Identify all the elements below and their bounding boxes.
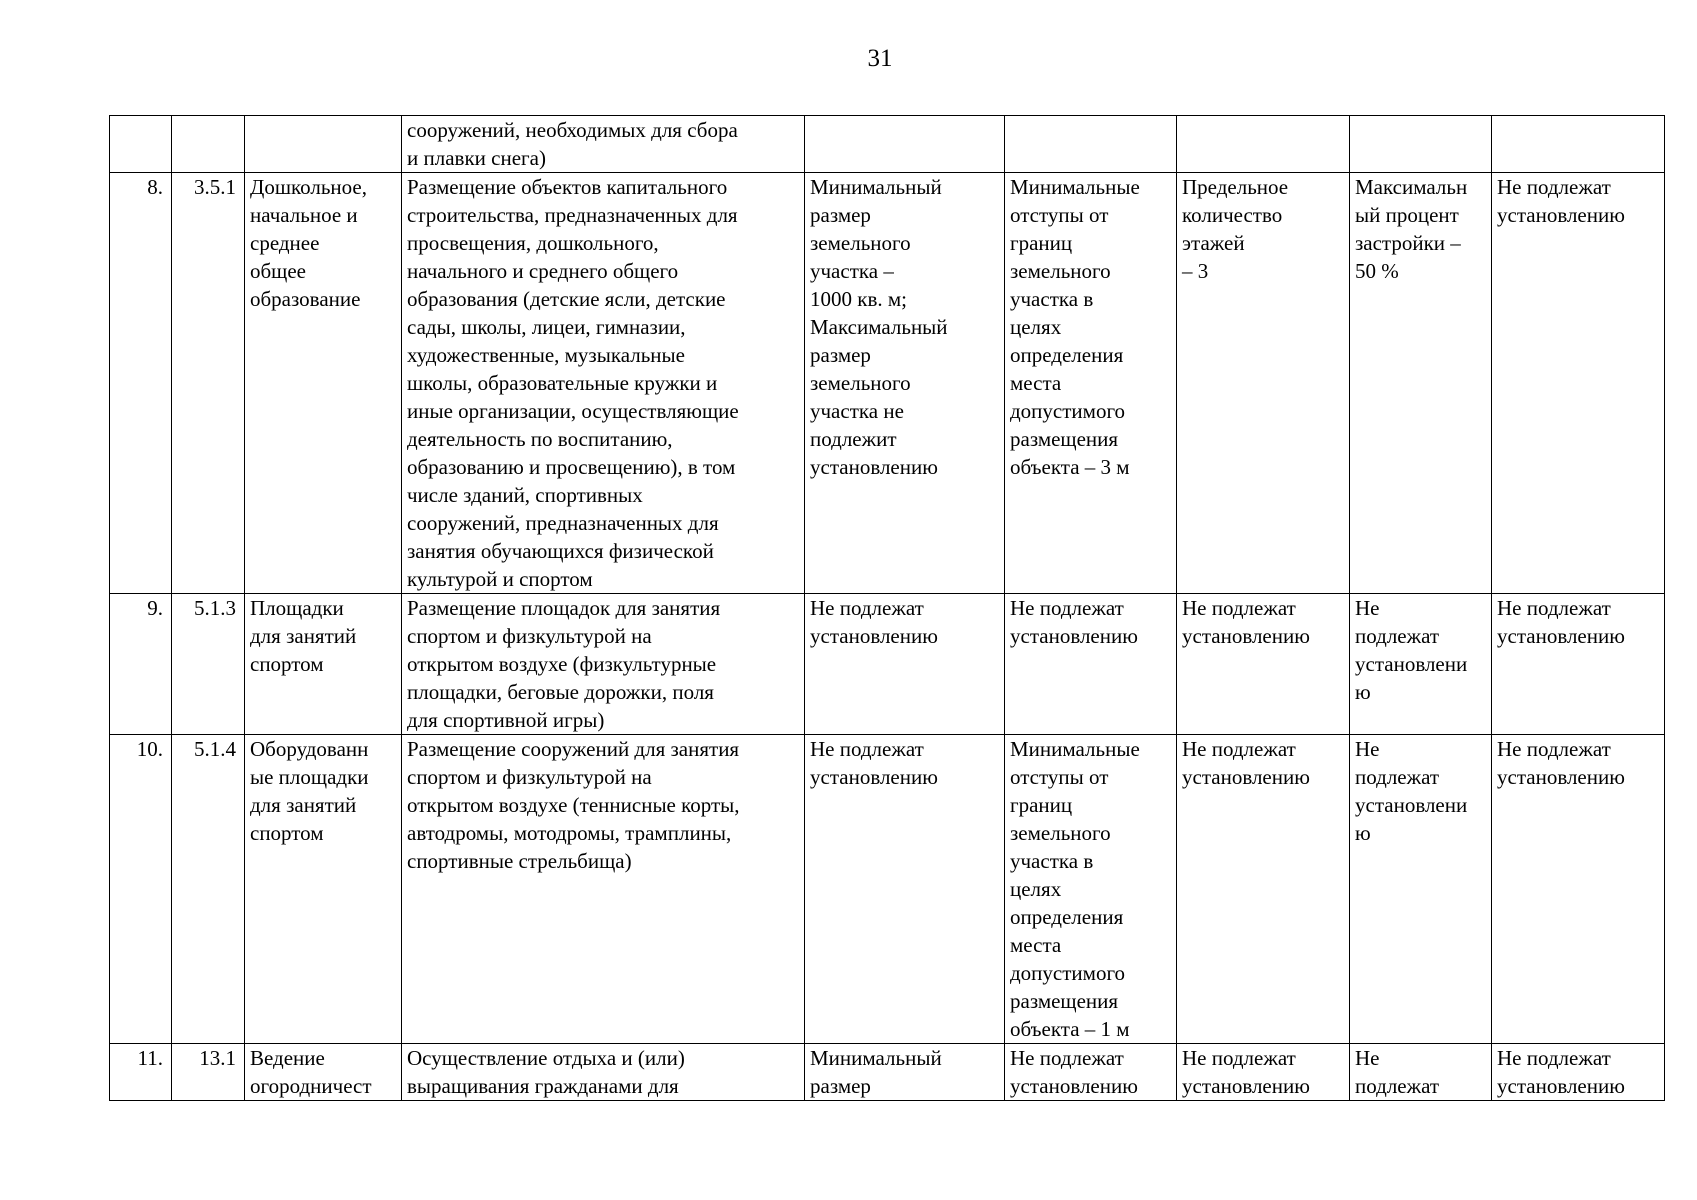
cell-text-line: подлежат — [1355, 624, 1440, 648]
cell-text-line: Максимальн — [1355, 175, 1468, 199]
cell-text-line: отступы от — [1010, 765, 1109, 789]
cell-text-line: Не подлежат — [1010, 596, 1124, 620]
cell-text-line: иные организации, осуществляющие — [407, 399, 739, 423]
use-description-cell — [402, 173, 805, 594]
cell-text-line: участка – — [810, 259, 894, 283]
building-coverage-cell — [1350, 594, 1492, 735]
building-coverage-cell — [1350, 173, 1492, 594]
cell-text-line: размещения — [1010, 989, 1119, 1013]
cell-text-line: размер — [810, 343, 871, 367]
setbacks-cell — [1005, 1044, 1177, 1101]
use-description-cell — [402, 116, 805, 173]
cell-text-line: застройки – — [1355, 231, 1461, 255]
cell-text-line: Не подлежат — [1497, 737, 1611, 761]
cell-text-line: размер — [810, 203, 871, 227]
table-body — [110, 116, 1665, 1101]
cell-text-line: земельного — [1010, 259, 1111, 283]
cell-text-line: Размещение площадок для занятия — [407, 596, 721, 620]
cell-text-line: установлению — [1497, 203, 1625, 227]
cell-text-line: Не — [1355, 1046, 1380, 1070]
cell-text-line: спортом и физкультурой на — [407, 624, 652, 648]
cell-text-line: установлени — [1355, 652, 1468, 676]
classifier-code-cell: 3.5.1 — [172, 173, 245, 594]
cell-text-line: Размещение объектов капитального — [407, 175, 728, 199]
classifier-code-cell: 13.1 — [172, 1044, 245, 1101]
cell-text-line: участка в — [1010, 849, 1094, 873]
cell-text-line: установлени — [1355, 793, 1468, 817]
row-number-cell — [110, 116, 172, 173]
cell-text-line: подлежат — [1355, 765, 1440, 789]
plot-size-cell — [805, 1044, 1005, 1101]
cell-text-line: открытом воздухе (теннисные корты, — [407, 793, 740, 817]
cell-text-line: целях — [1010, 315, 1062, 339]
setbacks-cell — [1005, 173, 1177, 594]
setbacks-cell — [1005, 116, 1177, 173]
cell-text-line: Максимальный — [810, 315, 948, 339]
cell-text-line: 1000 кв. м; — [810, 287, 907, 311]
cell-text-line: установлению — [810, 455, 938, 479]
cell-text-line: для занятий — [250, 793, 357, 817]
cell-text-line: Минимальные — [1010, 175, 1140, 199]
setbacks-cell — [1005, 735, 1177, 1044]
cell-text-line: Минимальные — [1010, 737, 1140, 761]
floors-limit-cell — [1177, 594, 1350, 735]
cell-text-line: ю — [1355, 680, 1371, 704]
floors-limit-cell — [1177, 173, 1350, 594]
cell-text-line: образования (детские ясли, детские — [407, 287, 726, 311]
land-use-regulations-table — [109, 115, 1665, 1101]
cell-text-line: Не подлежат — [810, 737, 924, 761]
cell-text-line: Оборудованн — [250, 737, 369, 761]
cell-text-line: участка не — [810, 399, 904, 423]
other-parameters-cell — [1492, 735, 1665, 1044]
table-row — [110, 116, 1665, 173]
cell-text-line: установлению — [810, 624, 938, 648]
other-parameters-cell — [1492, 1044, 1665, 1101]
cell-text-line: ые площадки — [250, 765, 369, 789]
cell-text-line: начальное и — [250, 203, 358, 227]
cell-text-line: установлению — [1182, 765, 1310, 789]
cell-text-line: установлению — [810, 765, 938, 789]
cell-text-line: начального и среднего общего — [407, 259, 679, 283]
cell-text-line: установлению — [1497, 765, 1625, 789]
cell-text-line: объекта – 3 м — [1010, 455, 1130, 479]
cell-text-line: Предельное — [1182, 175, 1289, 199]
cell-text-line: объекта – 1 м — [1010, 1017, 1130, 1041]
table-row — [110, 173, 1665, 594]
cell-text-line: образованию и просвещению), в том — [407, 455, 736, 479]
cell-text-line: установлению — [1010, 624, 1138, 648]
cell-text-line: Минимальный — [810, 1046, 942, 1070]
cell-text-line: Не подлежат — [1182, 596, 1296, 620]
other-parameters-cell — [1492, 116, 1665, 173]
plot-size-cell — [805, 735, 1005, 1044]
cell-text-line: Дошкольное, — [250, 175, 367, 199]
cell-text-line: занятия обучающихся физической — [407, 539, 714, 563]
cell-text-line: культурой и спортом — [407, 567, 593, 591]
table-row — [110, 735, 1665, 1044]
cell-text-line: этажей — [1182, 231, 1245, 255]
cell-text-line: – 3 — [1182, 259, 1209, 283]
use-type-name-cell — [245, 116, 402, 173]
cell-text-line: Не подлежат — [1010, 1046, 1124, 1070]
cell-text-line: сады, школы, лицеи, гимназии, — [407, 315, 686, 339]
building-coverage-cell — [1350, 1044, 1492, 1101]
other-parameters-cell — [1492, 594, 1665, 735]
building-coverage-cell — [1350, 116, 1492, 173]
cell-text-line: установлению — [1010, 1074, 1138, 1098]
row-number-cell: 10. — [110, 735, 172, 1044]
cell-text-line: Не — [1355, 737, 1380, 761]
cell-text-line: подлежат — [1355, 1074, 1440, 1098]
cell-text-line: Не подлежат — [1182, 1046, 1296, 1070]
cell-text-line: открытом воздухе (физкультурные — [407, 652, 717, 676]
floors-limit-cell — [1177, 116, 1350, 173]
plot-size-cell — [805, 173, 1005, 594]
use-type-name-cell — [245, 735, 402, 1044]
other-parameters-cell — [1492, 173, 1665, 594]
cell-text-line: Не подлежат — [1497, 1046, 1611, 1070]
cell-text-line: допустимого — [1010, 399, 1126, 423]
cell-text-line: ый процент — [1355, 203, 1459, 227]
cell-text-line: определения — [1010, 343, 1124, 367]
cell-text-line: земельного — [1010, 821, 1111, 845]
cell-text-line: целях — [1010, 877, 1062, 901]
cell-text-line: строительства, предназначенных для — [407, 203, 738, 227]
cell-text-line: размещения — [1010, 427, 1119, 451]
row-number-cell: 11. — [110, 1044, 172, 1101]
cell-text-line: спортом и физкультурой на — [407, 765, 652, 789]
cell-text-line: допустимого — [1010, 961, 1126, 985]
cell-text-line: для занятий — [250, 624, 357, 648]
cell-text-line: земельного — [810, 371, 911, 395]
cell-text-line: Ведение — [250, 1046, 325, 1070]
cell-text-line: среднее — [250, 231, 320, 255]
cell-text-line: спортом — [250, 821, 324, 845]
cell-text-line: количество — [1182, 203, 1283, 227]
cell-text-line: деятельность по воспитанию, — [407, 427, 673, 451]
classifier-code-cell: 5.1.4 — [172, 735, 245, 1044]
cell-text-line: установлению — [1497, 1074, 1625, 1098]
classifier-code-cell: 5.1.3 — [172, 594, 245, 735]
cell-text-line: числе зданий, спортивных — [407, 483, 643, 507]
cell-text-line: спортом — [250, 652, 324, 676]
cell-text-line: площадки, беговые дорожки, поля — [407, 680, 714, 704]
cell-text-line: подлежит — [810, 427, 897, 451]
cell-text-line: места — [1010, 371, 1062, 395]
cell-text-line: спортивные стрельбища) — [407, 849, 632, 873]
cell-text-line: Размещение сооружений для занятия — [407, 737, 740, 761]
cell-text-line: школы, образовательные кружки и — [407, 371, 718, 395]
cell-text-line: сооружений, предназначенных для — [407, 511, 719, 535]
building-coverage-cell — [1350, 735, 1492, 1044]
cell-text-line: автодромы, мотодромы, трамплины, — [407, 821, 732, 845]
page-number: 31 — [867, 45, 893, 72]
setbacks-cell — [1005, 594, 1177, 735]
use-type-name-cell — [245, 173, 402, 594]
cell-text-line: Не подлежат — [1497, 596, 1611, 620]
plot-size-cell — [805, 116, 1005, 173]
cell-text-line: образование — [250, 287, 361, 311]
cell-text-line: общее — [250, 259, 306, 283]
table-row — [110, 1044, 1665, 1101]
cell-text-line: земельного — [810, 231, 911, 255]
row-number-cell: 9. — [110, 594, 172, 735]
cell-text-line: для спортивной игры) — [407, 708, 605, 732]
cell-text-line: установлению — [1182, 624, 1310, 648]
row-number-cell: 8. — [110, 173, 172, 594]
cell-text-line: Не подлежат — [810, 596, 924, 620]
cell-text-line: отступы от — [1010, 203, 1109, 227]
cell-text-line: и плавки снега) — [407, 146, 546, 170]
cell-text-line: огородничест — [250, 1074, 372, 1098]
cell-text-line: Не подлежат — [1497, 175, 1611, 199]
cell-text-line: сооружений, необходимых для сбора — [407, 118, 738, 142]
use-type-name-cell — [245, 594, 402, 735]
cell-text-line: Не подлежат — [1182, 737, 1296, 761]
table-row — [110, 594, 1665, 735]
floors-limit-cell — [1177, 1044, 1350, 1101]
cell-text-line: выращивания гражданами для — [407, 1074, 679, 1098]
use-description-cell — [402, 594, 805, 735]
cell-text-line: Не — [1355, 596, 1380, 620]
cell-text-line: Осуществление отдыха и (или) — [407, 1046, 685, 1070]
cell-text-line: установлению — [1182, 1074, 1310, 1098]
cell-text-line: границ — [1010, 793, 1073, 817]
use-description-cell — [402, 1044, 805, 1101]
cell-text-line: места — [1010, 933, 1062, 957]
plot-size-cell — [805, 594, 1005, 735]
cell-text-line: 50 % — [1355, 259, 1399, 283]
cell-text-line: Площадки — [250, 596, 344, 620]
cell-text-line: определения — [1010, 905, 1124, 929]
cell-text-line: художественные, музыкальные — [407, 343, 685, 367]
cell-text-line: ю — [1355, 821, 1371, 845]
cell-text-line: участка в — [1010, 287, 1094, 311]
cell-text-line: размер — [810, 1074, 871, 1098]
cell-text-line: границ — [1010, 231, 1073, 255]
use-type-name-cell — [245, 1044, 402, 1101]
cell-text-line: Минимальный — [810, 175, 942, 199]
classifier-code-cell — [172, 116, 245, 173]
use-description-cell — [402, 735, 805, 1044]
cell-text-line: установлению — [1497, 624, 1625, 648]
cell-text-line: просвещения, дошкольного, — [407, 231, 659, 255]
floors-limit-cell — [1177, 735, 1350, 1044]
